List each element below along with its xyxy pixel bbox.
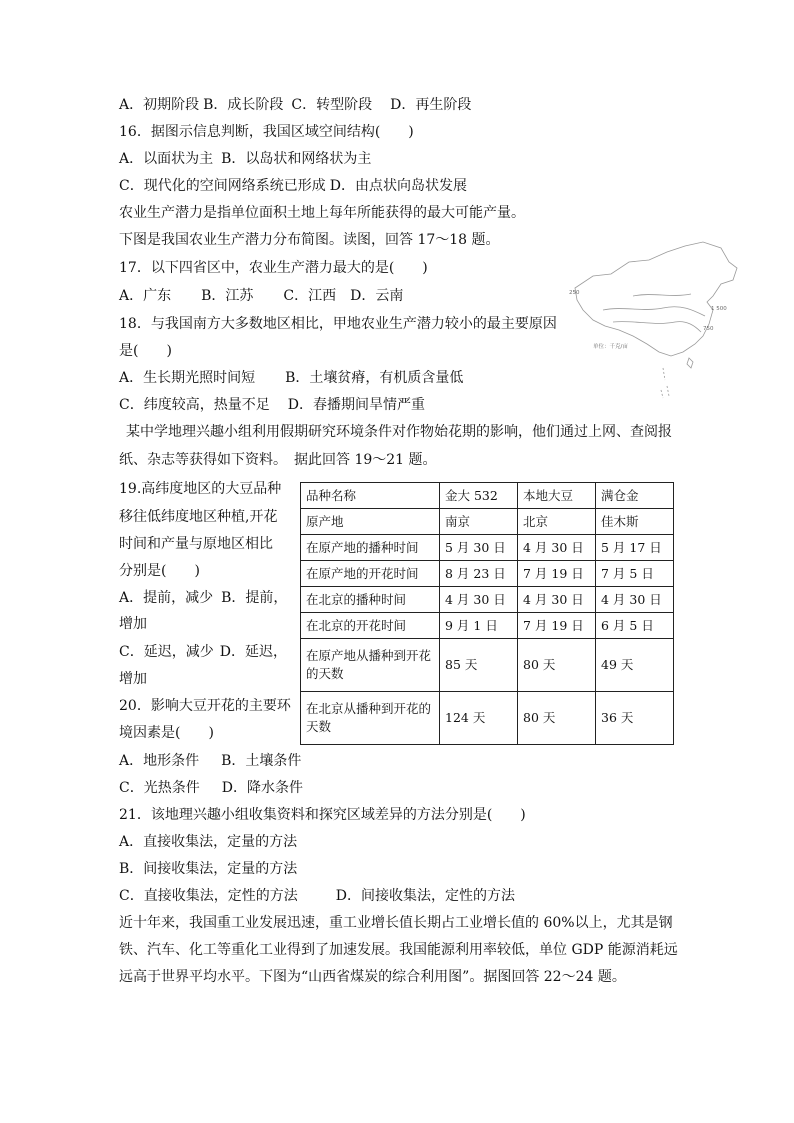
- option-d: D．春播期间旱情严重: [287, 397, 425, 413]
- intro-soy-1: 某中学地理兴趣小组利用假期研究环境条件对作物始花期的影响，他们通过上网、查阅报: [126, 424, 672, 440]
- option-d: D．间接收集法，定性的方法: [335, 888, 515, 904]
- table-row: [301, 587, 674, 613]
- table-cell: 北京: [518, 509, 596, 535]
- table-row: [301, 561, 674, 587]
- table-row-header: 原产地: [301, 509, 440, 535]
- q21-options-cd: [119, 886, 515, 906]
- table-cell: 7 月 19 日: [518, 561, 596, 587]
- table-row: [301, 613, 674, 639]
- option-c: C．转型阶段: [291, 97, 373, 113]
- q21-option-a: A．直接收集法，定量的方法: [119, 834, 298, 850]
- q18-options-ab: [119, 368, 463, 388]
- intro-industry-1: 近十年来，我国重工业发展迅速，重工业增长值长期占工业增长值的 60%以上，尤其是钢: [119, 915, 673, 931]
- question-20-line1: 20．影响大豆开花的主要环: [119, 698, 291, 714]
- table-row: [301, 639, 674, 692]
- question-19-line1: 19.高纬度地区的大豆品种: [119, 481, 282, 497]
- option-b: B．江苏: [201, 288, 254, 304]
- table-cell: 85 天: [440, 639, 518, 692]
- intro-agri-2: 下图是我国农业生产潜力分布简图。读图，回答 17～18 题。: [119, 232, 500, 248]
- intro-industry-3: 远高于世界平均水平。下图为“山西省煤炭的综合利用图”。据图回答 22～24 题。: [119, 969, 626, 985]
- table-cell: 9 月 1 日: [440, 613, 518, 639]
- question-17: 17．以下四省区中，农业生产潜力最大的是( ): [119, 260, 428, 276]
- table-cell: 80 天: [518, 639, 596, 692]
- intro-soy-2: 纸、杂志等获得如下资料。 据此回答 19～21 题。: [119, 452, 437, 468]
- question-20-line2: 境因素是( ): [119, 725, 214, 741]
- option-d: D．由点状向岛状发展: [329, 178, 467, 194]
- option-c: C．光热条件: [119, 780, 200, 796]
- sea-islands: [661, 368, 669, 398]
- q19-option-d-cont: 增加: [119, 671, 147, 687]
- table-cell: 5 月 30 日: [440, 535, 518, 561]
- q21-option-b: B．间接收集法，定量的方法: [119, 861, 298, 877]
- table-row-header: 在原产地的开花时间: [301, 561, 440, 587]
- option-c: C．直接收集法，定性的方法: [119, 888, 298, 904]
- table-cell: 南京: [440, 509, 518, 535]
- option-c: C．纬度较高，热量不足: [119, 397, 270, 413]
- table-cell: 满仓金: [596, 483, 674, 509]
- table-row-header: 在北京的播种时间: [301, 587, 440, 613]
- table-cell: 8 月 23 日: [440, 561, 518, 587]
- option-b: B．提前，: [221, 590, 288, 606]
- q20-options-ab: [119, 751, 301, 771]
- table-cell: 金大 532: [440, 483, 518, 509]
- option-a: A．生长期光照时间短: [119, 370, 256, 386]
- option-b: B．土壤条件: [221, 753, 302, 769]
- table-row-header: 在原产地从播种到开花的天数: [301, 639, 440, 692]
- option-a: A．广东: [119, 288, 172, 304]
- option-d: D．再生阶段: [390, 97, 472, 113]
- table-cell: 49 天: [596, 639, 674, 692]
- agri-potential-map: [563, 240, 753, 400]
- soybean-variety-table: [300, 482, 674, 745]
- option-c: C．延迟，减少: [119, 644, 214, 660]
- question-19-line3: 时间和产量与原地区相比: [119, 536, 273, 552]
- intro-agri-1: 农业生产潜力是指单位面积土地上每年所能获得的最大可能产量。: [119, 205, 525, 221]
- q16-options-ab: [119, 149, 371, 169]
- table-row-header: 在原产地的播种时间: [301, 535, 440, 561]
- table-cell: 4 月 30 日: [518, 535, 596, 561]
- option-d: D．延迟，: [219, 644, 287, 660]
- table-cell: 7 月 19 日: [518, 613, 596, 639]
- question-19-line4: 分别是( ): [119, 563, 200, 579]
- china-outline: [575, 242, 737, 356]
- question-18-cont: 是( ): [119, 343, 172, 359]
- contour-line: [633, 294, 691, 296]
- q20-options-cd: [119, 778, 303, 798]
- table-cell: 124 天: [440, 692, 518, 745]
- table-cell: 36 天: [596, 692, 674, 745]
- table-cell: 4 月 30 日: [596, 587, 674, 613]
- map-label: 750: [703, 326, 714, 332]
- table-cell: 7 月 5 日: [596, 561, 674, 587]
- option-b: B．成长阶段: [203, 97, 284, 113]
- table-cell: 5 月 17 日: [596, 535, 674, 561]
- option-a: A．地形条件: [119, 753, 200, 769]
- contour-line: [613, 322, 701, 332]
- option-b: B．土壤贫瘠，有机质含量低: [285, 370, 464, 386]
- q16-options-cd: [119, 176, 467, 196]
- table-row: [301, 535, 674, 561]
- island-outline: [687, 358, 693, 368]
- q15-options: [119, 95, 471, 115]
- q19-option-b-cont: 增加: [119, 616, 147, 632]
- table-row: [301, 692, 674, 745]
- option-a: A．提前，减少: [119, 590, 214, 606]
- table-cell: 80 天: [518, 692, 596, 745]
- question-16: 16．据图示信息判断，我国区域空间结构( ): [119, 124, 414, 140]
- table-cell: 佳木斯: [596, 509, 674, 535]
- intro-industry-2: 铁、汽车、化工等重化工业得到了加速发展。我国能源利用率较低，单位 GDP 能源消耗远: [119, 942, 678, 958]
- option-c: C．江西: [283, 288, 337, 304]
- table-cell: 4 月 30 日: [518, 587, 596, 613]
- q17-options: [119, 286, 403, 306]
- map-label: 1 500: [711, 306, 727, 312]
- map-label: 250: [569, 290, 580, 296]
- q19-options-ab: [119, 588, 287, 608]
- option-a: A．以面状为主: [119, 151, 214, 167]
- question-19-line2: 移往低纬度地区种植,开花: [119, 509, 278, 525]
- map-label: 单位：千克/亩: [593, 344, 628, 350]
- table-row-header: 在北京从播种到开花的天数: [301, 692, 440, 745]
- question-18: 18．与我国南方大多数地区相比，甲地农业生产潜力较小的最主要原因: [119, 316, 557, 332]
- question-21: 21．该地理兴趣小组收集资料和探究区域差异的方法分别是( ): [119, 807, 526, 823]
- option-a: A．初期阶段: [119, 97, 200, 113]
- table-cell: 4 月 30 日: [440, 587, 518, 613]
- table-row-header: 在北京的开花时间: [301, 613, 440, 639]
- option-d: D．云南: [350, 288, 404, 304]
- table-cell: 本地大豆: [518, 483, 596, 509]
- option-b: B．以岛状和网络状为主: [221, 151, 372, 167]
- table-cell: 6 月 5 日: [596, 613, 674, 639]
- table-row: [301, 483, 674, 509]
- option-c: C．现代化的空间网络系统已形成: [119, 178, 326, 194]
- contour-line: [603, 307, 705, 316]
- q19-options-cd: [119, 642, 287, 662]
- table-row: [301, 509, 674, 535]
- option-d: D．降水条件: [221, 780, 303, 796]
- table-row-header: 品种名称: [301, 483, 440, 509]
- q18-options-cd: [119, 395, 425, 415]
